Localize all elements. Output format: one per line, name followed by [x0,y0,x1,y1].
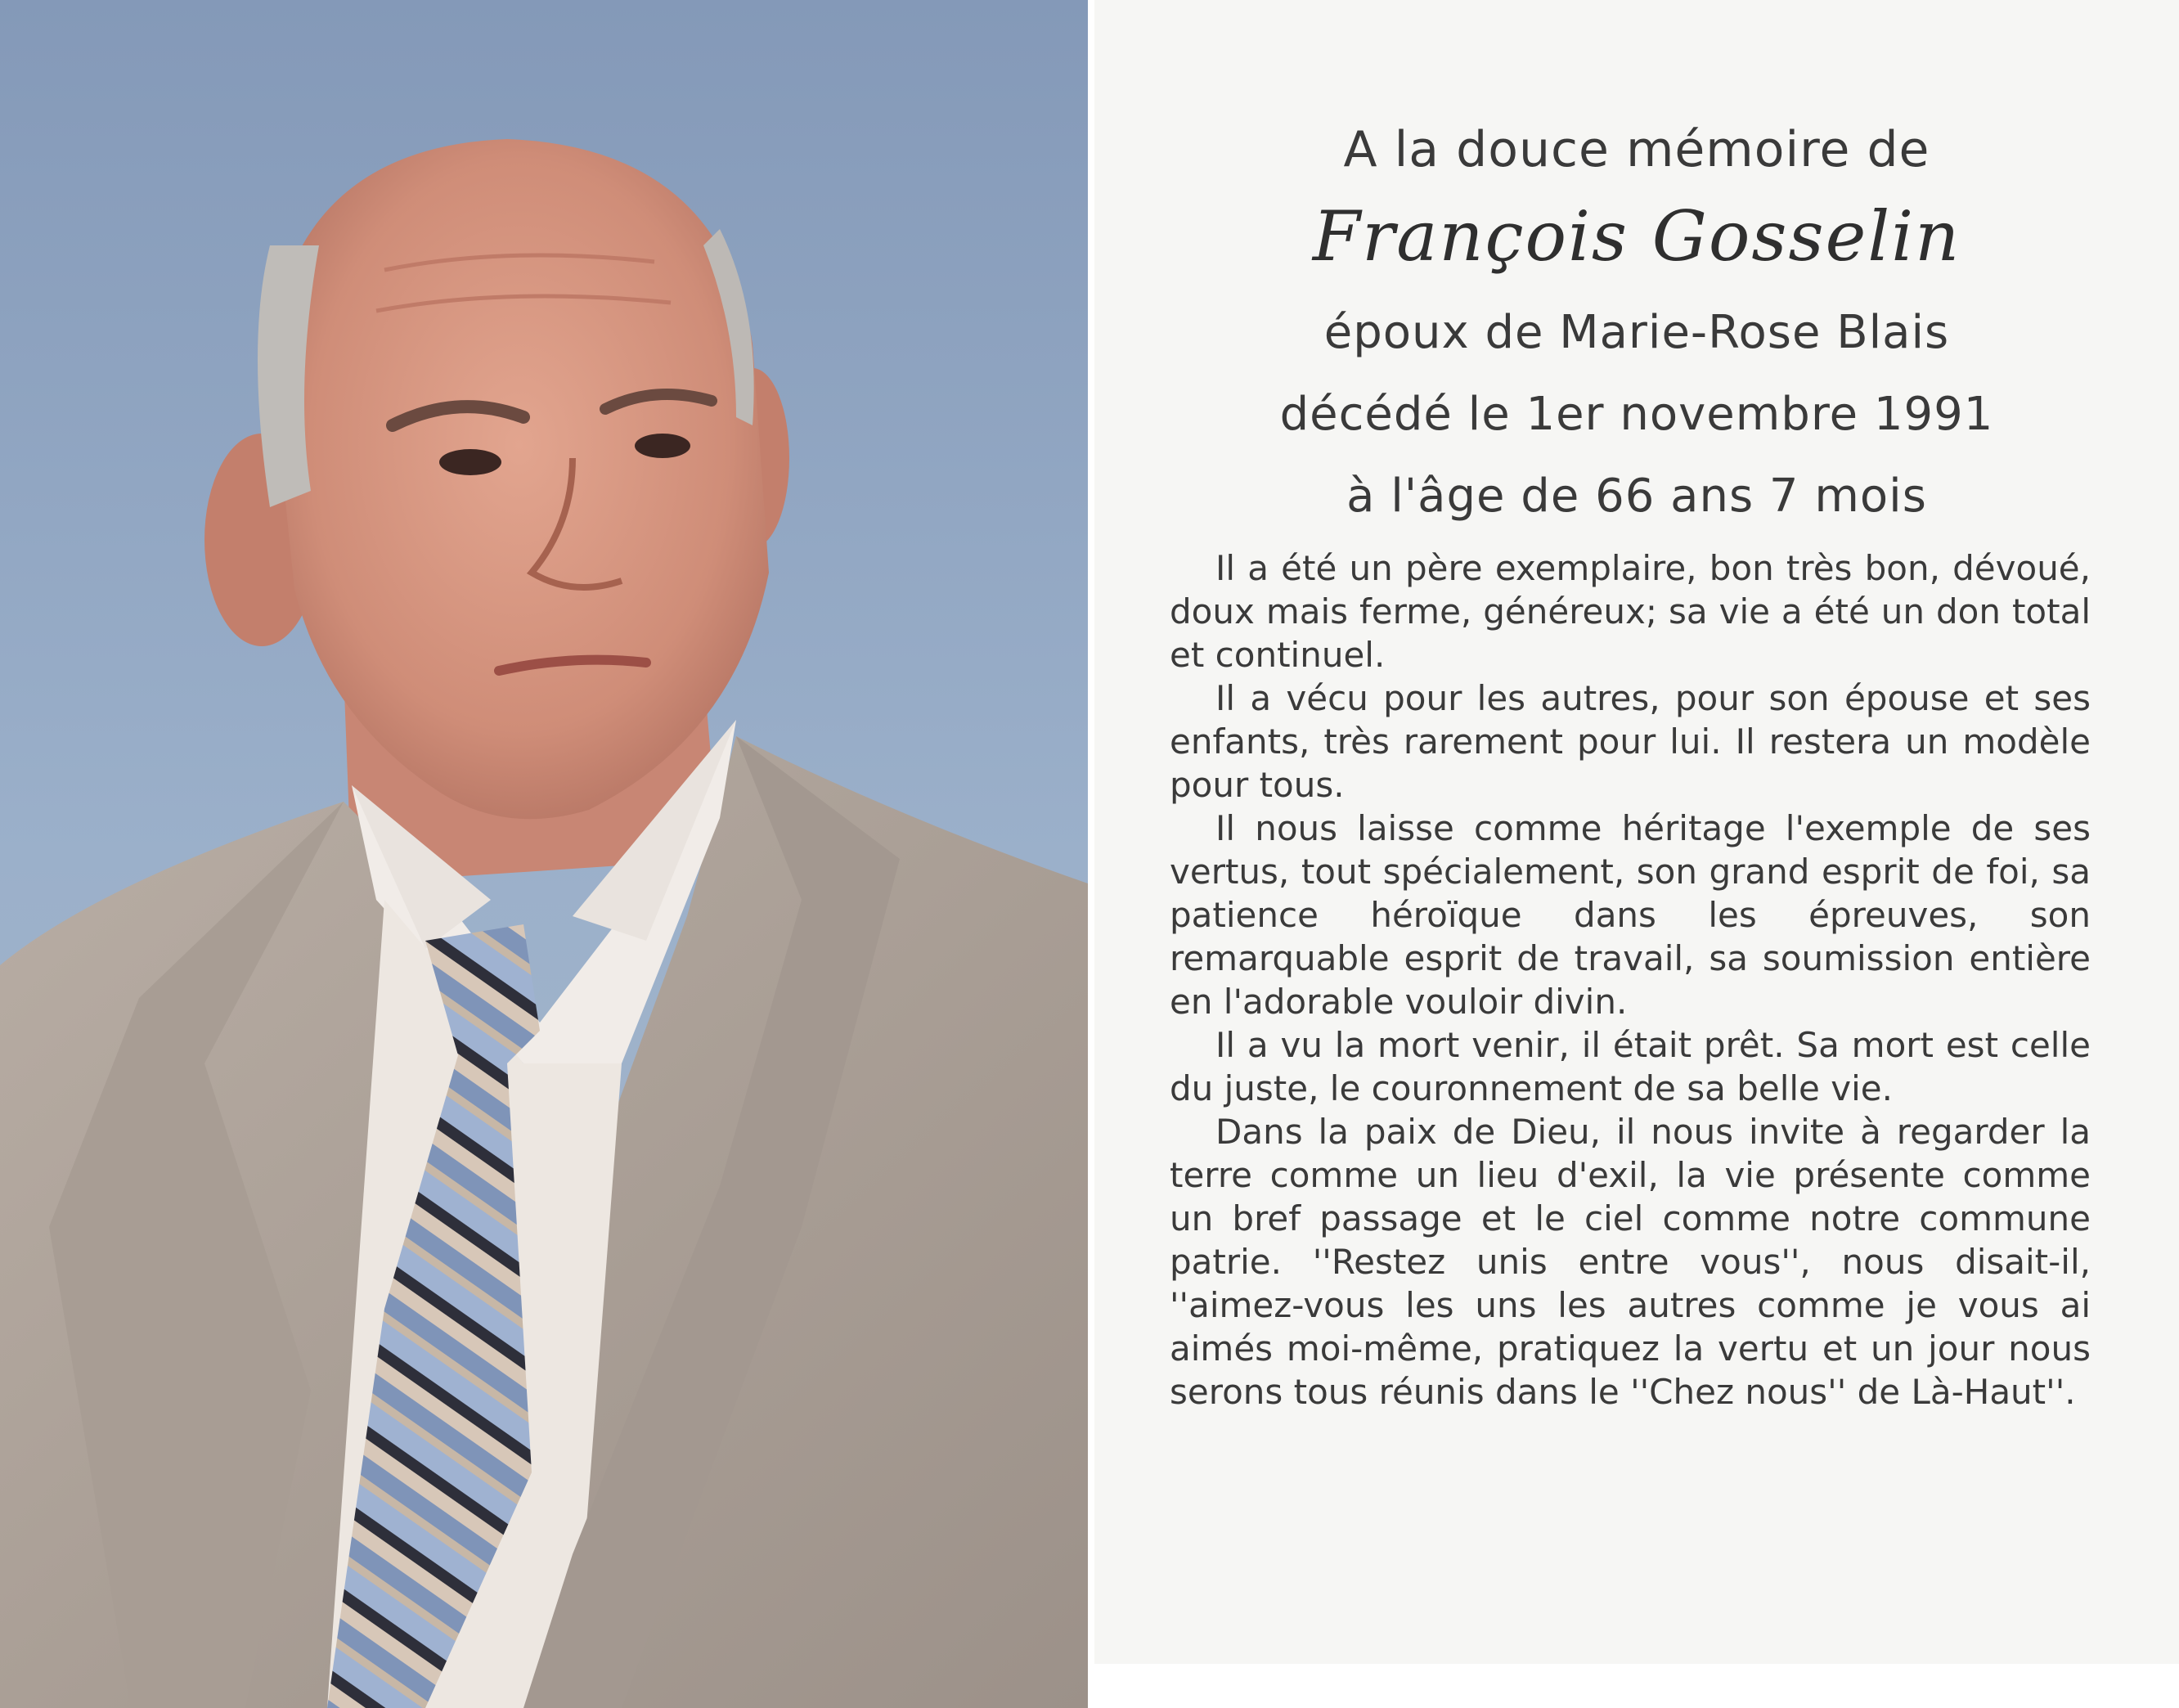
tribute-text [1170,546,2091,1414]
tribute-paragraph: Il a été un père exemplaire, bon très bon, dévoué, doux mais ferme, généreux; sa vie a été un don total et continuel. [1170,548,2091,675]
bottom-margin [1088,1664,2179,1708]
portrait-photo [0,0,1088,1708]
spouse-line: époux de Marie-Rose Blais [1323,306,1950,359]
tribute-paragraph: Il a vécu pour les autres, pour son épouse et ses enfants, très rarement pour lui. Il restera un modèle pour tous. [1170,678,2091,805]
deceased-name: François Gosselin [1312,196,1961,276]
memorial-card-text [1094,0,2179,1664]
tribute-paragraph: Il nous laisse comme héritage l'exemple de ses vertus, tout spécialement, son grand esprit de foi, sa patience héroïque dans les épreuves, son remarquable esprit de travail, sa soumission entière en l'adorable vouloir divin. [1170,808,2091,1022]
age-line: à l'âge de 66 ans 7 mois [1346,470,1927,523]
intro-line: A la douce mémoire de [1343,121,1930,178]
tribute-paragraph: Dans la paix de Dieu, il nous invite à regarder la terre comme un lieu d'exil, la vie présente comme un bref passage et le ciel comme notre commune patrie. ''Restez unis entre vous'', nous disait-il, ''aimez-vous les uns les autres comme je vous ai aimés moi-même, pratiquez la vertu et un jour nous serons tous réunis dans le ''Chez nous'' de Là-Haut''. [1170,1112,2091,1412]
death-date-line: décédé le 1er novembre 1991 [1279,388,1994,441]
portrait-illustration [0,0,1088,1708]
tribute-paragraph: Il a vu la mort venir, il était prêt. Sa mort est celle du juste, le couronnement de sa belle vie. [1170,1025,2091,1108]
